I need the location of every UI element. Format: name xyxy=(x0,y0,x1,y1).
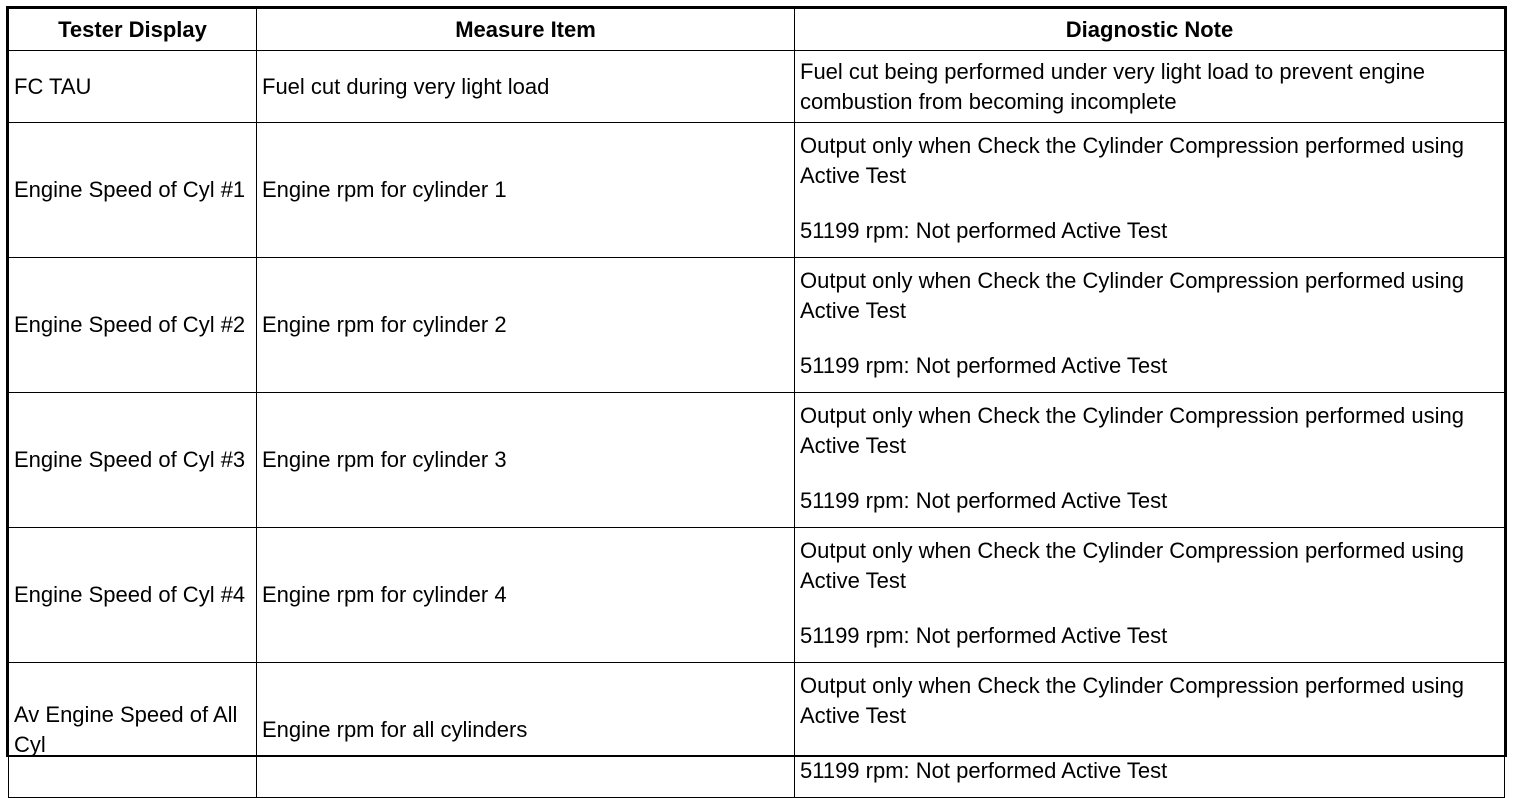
diagnostic-note-cell xyxy=(795,51,1505,123)
measure-item-cell: Engine rpm for cylinder 2 xyxy=(257,258,795,393)
diagnostic-note-rpm: 51199 rpm: Not performed Active Test xyxy=(800,488,1168,513)
measure-item-cell: Engine rpm for all cylinders xyxy=(257,663,795,798)
table-row xyxy=(9,393,1505,528)
diagnostic-note-text: Output only when Check the Cylinder Compression performed using Active Test xyxy=(800,403,1464,458)
tester-display-cell: Av Engine Speed of All Cyl xyxy=(9,663,257,798)
diagnostic-note-rpm: 51199 rpm: Not performed Active Test xyxy=(800,623,1168,648)
tester-display-cell: Engine Speed of Cyl #3 xyxy=(9,393,257,528)
diagnostic-data-table xyxy=(6,6,1507,783)
table-row xyxy=(9,528,1505,663)
diagnostic-note-cell xyxy=(795,123,1505,258)
diagnostic-note-text: Fuel cut being performed under very light load to prevent engine combustion from becoming incomplete xyxy=(800,58,1425,114)
table-header-row xyxy=(9,9,1505,51)
measure-item-cell: Engine rpm for cylinder 1 xyxy=(257,123,795,258)
header-diagnostic-note: Diagnostic Note xyxy=(795,9,1505,51)
measure-item-cell: Fuel cut during very light load xyxy=(257,51,795,123)
tester-display-cell: Engine Speed of Cyl #2 xyxy=(9,258,257,393)
header-measure-item: Measure Item xyxy=(257,9,795,51)
measure-item-cell: Engine rpm for cylinder 4 xyxy=(257,528,795,663)
diagnostic-note-cell xyxy=(795,393,1505,528)
tester-display-cell: FC TAU xyxy=(9,51,257,123)
diagnostic-note-cell xyxy=(795,663,1505,798)
table-row xyxy=(9,258,1505,393)
header-tester-display: Tester Display xyxy=(9,9,257,51)
diagnostic-note-text: Output only when Check the Cylinder Compression performed using Active Test xyxy=(800,268,1464,323)
table-row xyxy=(9,51,1505,123)
diagnostic-note-rpm: 51199 rpm: Not performed Active Test xyxy=(800,218,1168,243)
diagnostic-note-text: Output only when Check the Cylinder Compression performed using Active Test xyxy=(800,538,1464,593)
table-row xyxy=(9,663,1505,798)
diagnostic-note-cell xyxy=(795,258,1505,393)
table-row xyxy=(9,123,1505,258)
diagnostic-note-rpm: 51199 rpm: Not performed Active Test xyxy=(800,758,1168,783)
diagnostic-note-cell xyxy=(795,528,1505,663)
data-list-table xyxy=(8,8,1505,798)
tester-display-cell: Engine Speed of Cyl #4 xyxy=(9,528,257,663)
diagnostic-note-text: Output only when Check the Cylinder Compression performed using Active Test xyxy=(800,133,1464,188)
tester-display-cell: Engine Speed of Cyl #1 xyxy=(9,123,257,258)
diagnostic-note-rpm: 51199 rpm: Not performed Active Test xyxy=(800,353,1168,378)
diagnostic-note-text: Output only when Check the Cylinder Compression performed using Active Test xyxy=(800,673,1464,728)
measure-item-cell: Engine rpm for cylinder 3 xyxy=(257,393,795,528)
